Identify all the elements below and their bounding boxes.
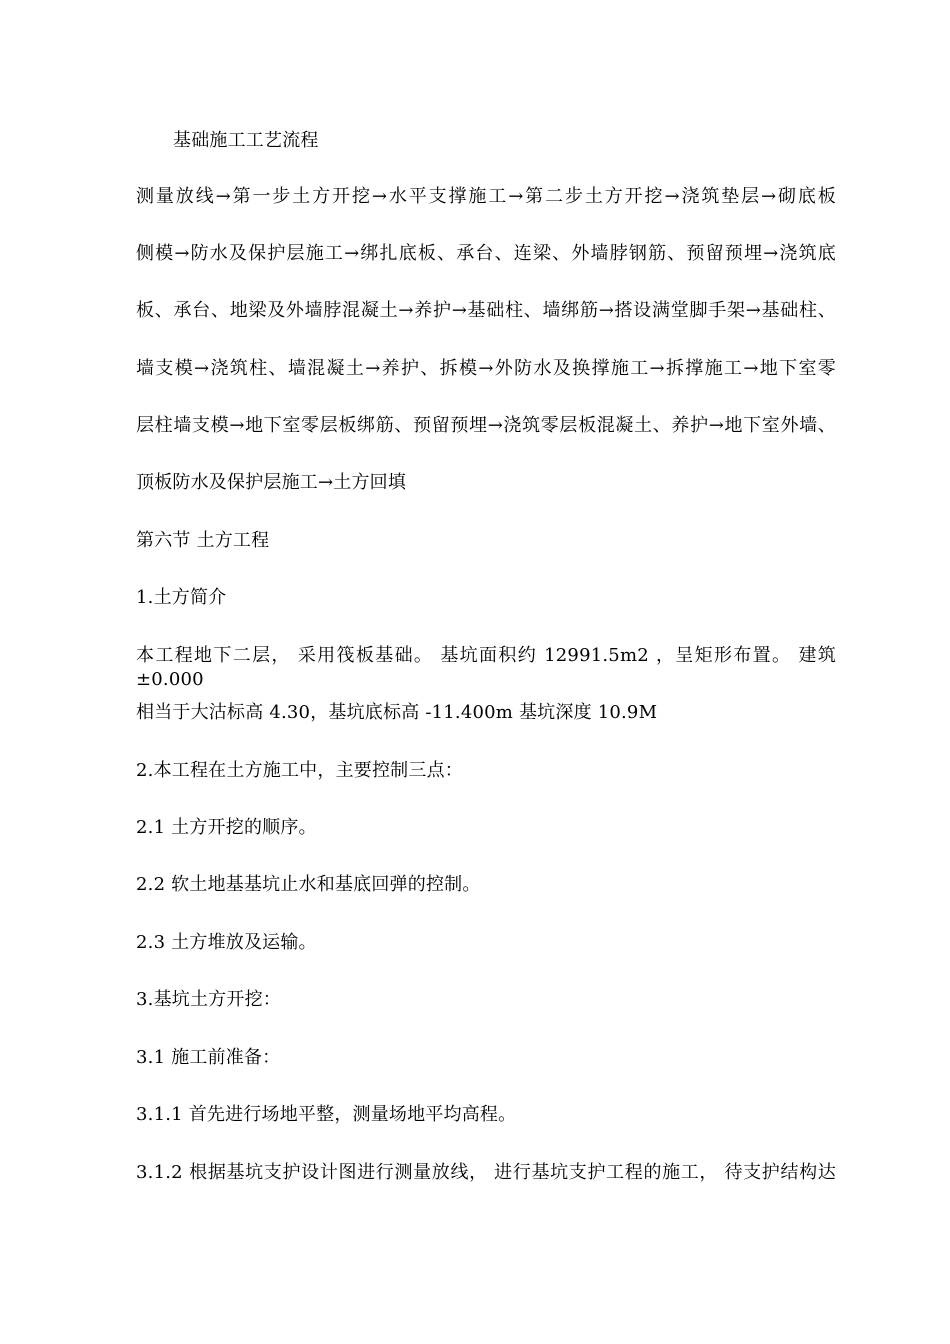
process-flow-line-4: 墙支模→浇筑柱、墙混凝土→养护、拆模→外防水及换撑施工→拆撑施工→地下室零 (136, 358, 836, 379)
section-heading-foundation-process: 基础施工工艺流程 (173, 130, 319, 151)
process-flow-line-2: 侧模→防水及保护层施工→绑扎底板、承台、连梁、外墙脖钢筋、预留预埋→浇筑底 (136, 243, 836, 264)
list-item-3-1: 3.1 施工前准备： (136, 1047, 281, 1068)
list-item-2-2: 2.2 软土地基基坑止水和基底回弹的控制。 (136, 874, 481, 895)
paragraph-intro-line-1: 本工程地下二层， 采用筏板基础。 基坑面积约 12991.5m2 ，呈矩形布置。 建筑±0.000 (136, 645, 836, 690)
process-flow-line-3: 板、承台、地梁及外墙脖混凝土→养护→基础柱、墙绑筋→搭设满堂脚手架→基础柱、 (136, 300, 836, 321)
subheading-excavation: 3.基坑土方开挖： (136, 989, 281, 1010)
process-flow-line-6: 顶板防水及保护层施工→土方回填 (136, 472, 407, 493)
subheading-control-points: 2.本工程在土方施工中，主要控制三点： (136, 760, 463, 781)
paragraph-intro-line-2: 相当于大沽标高 4.30，基坑底标高 -11.400m 基坑深度 10.9M (136, 702, 658, 723)
list-item-2-1: 2.1 土方开挖的顺序。 (136, 817, 317, 838)
list-item-3-1-2: 3.1.2 根据基坑支护设计图进行测量放线， 进行基坑支护工程的施工， 待支护结构达 (136, 1162, 836, 1183)
process-flow-line-1: 测量放线→第一步土方开挖→水平支撑施工→第二步土方开挖→浇筑垫层→砌底板 (136, 186, 836, 207)
subheading-earthwork-intro: 1.土方简介 (136, 587, 227, 608)
list-item-3-1-1: 3.1.1 首先进行场地平整，测量场地平均高程。 (136, 1104, 517, 1125)
section-title-earthwork: 第六节 土方工程 (136, 530, 270, 551)
list-item-2-3: 2.3 土方堆放及运输。 (136, 932, 317, 953)
process-flow-line-5: 层柱墙支模→地下室零层板绑筋、预留预埋→浇筑零层板混凝土、养护→地下室外墙、 (136, 415, 836, 436)
